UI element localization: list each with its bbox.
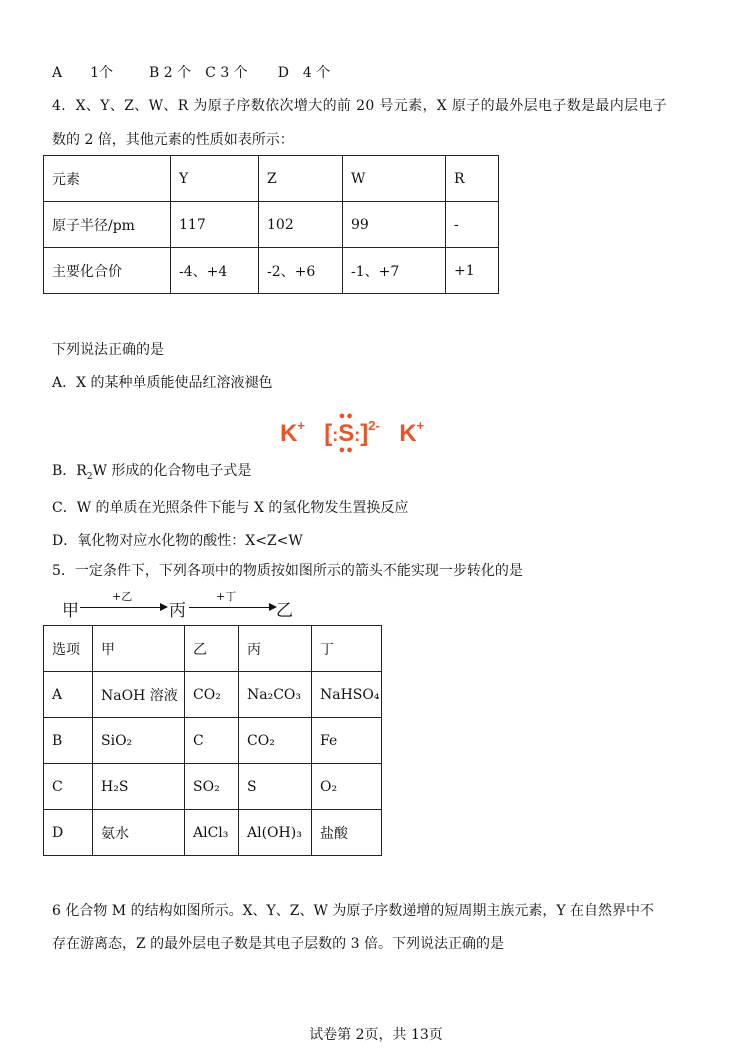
electron-dots-top: ●● bbox=[338, 410, 354, 422]
table-cell: 氨水 bbox=[93, 810, 185, 856]
option-b: B 2 个 bbox=[149, 65, 192, 81]
option-b-subscript: 2 bbox=[86, 471, 93, 482]
table-row bbox=[44, 672, 382, 718]
arrow-2-label: +丁 bbox=[216, 590, 237, 603]
electron-formula bbox=[280, 410, 425, 456]
table-cell: C bbox=[185, 718, 239, 764]
table-cell: B bbox=[44, 718, 93, 764]
q4-stem-line2: 数的 2 倍，其他元素的性质如表所示： bbox=[52, 132, 294, 148]
formula-left-bracket: [ bbox=[324, 420, 333, 447]
q4-stem-line1: 4．X、Y、Z、W、R 为原子序数依次增大的前 20 号元素，X 原子的最外层电子数是最内层电子 bbox=[52, 98, 668, 114]
table-cell: 原子半径/pm bbox=[44, 202, 171, 248]
option-a-letter: A bbox=[52, 65, 63, 81]
table-cell: C bbox=[44, 764, 93, 810]
table-cell: +1 bbox=[446, 248, 499, 294]
formula-colon-left: : bbox=[332, 425, 339, 445]
table-header-cell: Z bbox=[259, 156, 343, 202]
table-header-cell: 元素 bbox=[44, 156, 171, 202]
formula-sulfur bbox=[338, 410, 355, 456]
table-row bbox=[44, 810, 382, 856]
q4-prompt: 下列说法正确的是 bbox=[52, 342, 164, 358]
top-options bbox=[52, 62, 330, 82]
formula-s-charge: 2- bbox=[368, 418, 380, 433]
table-cell: Al(OH)₃ bbox=[239, 810, 312, 856]
formula-right-bracket: ] bbox=[360, 420, 369, 447]
table-cell: Na₂CO₃ bbox=[239, 672, 312, 718]
option-b-prefix: B．R bbox=[52, 463, 87, 479]
table-row bbox=[44, 764, 382, 810]
table-header-cell: 丁 bbox=[312, 626, 382, 672]
scheme-yi: 乙 bbox=[276, 601, 293, 621]
arrow-2-line bbox=[189, 607, 269, 608]
table-row bbox=[44, 248, 499, 294]
table-cell: NaHSO₄ bbox=[312, 672, 382, 718]
table-cell: Fe bbox=[312, 718, 382, 764]
formula-k2: K bbox=[399, 420, 417, 447]
q4-option-b bbox=[52, 460, 251, 482]
table-header-cell: R bbox=[446, 156, 499, 202]
table-cell: CO₂ bbox=[185, 672, 239, 718]
page-footer: 试卷第 2页，共 13页 bbox=[309, 1027, 443, 1043]
q4-option-c: C．W 的单质在光照条件下能与 X 的氢化物发生置换反应 bbox=[52, 500, 409, 516]
table-cell: 99 bbox=[343, 202, 446, 248]
formula-s: S bbox=[338, 420, 355, 447]
table-header-cell: 丙 bbox=[239, 626, 312, 672]
table-cell: 主要化合价 bbox=[44, 248, 171, 294]
table-header-cell: 乙 bbox=[185, 626, 239, 672]
option-a-text: 1个 bbox=[90, 65, 114, 81]
q4-option-d: D．氧化物对应水化物的酸性：X<Z<W bbox=[52, 533, 303, 549]
table-cell: S bbox=[239, 764, 312, 810]
arrow-1-label: +乙 bbox=[112, 590, 133, 603]
table-cell: NaOH 溶液 bbox=[93, 672, 185, 718]
option-d-letter: D bbox=[277, 65, 289, 81]
option-b-suffix: W 形成的化合物电子式是 bbox=[92, 463, 252, 479]
formula-colon-right: : bbox=[354, 425, 361, 445]
table-header-cell: Y bbox=[171, 156, 259, 202]
q5-options-table bbox=[43, 625, 382, 856]
table-row bbox=[44, 718, 382, 764]
table-cell: AlCl₃ bbox=[185, 810, 239, 856]
table-cell: -2、+6 bbox=[259, 248, 343, 294]
q6-line2: 存在游离态，Z 的最外层电子数是其电子层数的 3 倍。下列说法正确的是 bbox=[52, 936, 504, 952]
q4-option-a: A．X 的某种单质能使品红溶液褪色 bbox=[52, 375, 273, 391]
table-cell: D bbox=[44, 810, 93, 856]
table-cell: SiO₂ bbox=[93, 718, 185, 764]
table-cell: - bbox=[446, 202, 499, 248]
table-cell: CO₂ bbox=[239, 718, 312, 764]
option-d-text: 4 个 bbox=[302, 65, 331, 81]
formula-k1: K bbox=[280, 420, 298, 447]
table-cell: -1、+7 bbox=[343, 248, 446, 294]
table-cell: 盐酸 bbox=[312, 810, 382, 856]
table-cell: 102 bbox=[259, 202, 343, 248]
scheme-jia: 甲 bbox=[62, 601, 79, 621]
table-row bbox=[44, 202, 499, 248]
arrow-1-head bbox=[160, 603, 168, 611]
option-c: C 3 个 bbox=[205, 65, 248, 81]
formula-k2-charge: + bbox=[416, 418, 425, 433]
table-cell: A bbox=[44, 672, 93, 718]
arrow-1-line bbox=[80, 607, 160, 608]
q5-stem: 5．一定条件下，下列各项中的物质按如图所示的箭头不能实现一步转化的是 bbox=[52, 563, 523, 579]
table-header-row bbox=[44, 156, 499, 202]
formula-k1-charge: + bbox=[297, 418, 305, 433]
table-header-cell: 选项 bbox=[44, 626, 93, 672]
table-header-cell: 甲 bbox=[93, 626, 185, 672]
table-header-cell: W bbox=[343, 156, 446, 202]
table-cell: H₂S bbox=[93, 764, 185, 810]
q4-element-table bbox=[43, 155, 499, 294]
table-cell: O₂ bbox=[312, 764, 382, 810]
q6-line1: 6 化合物 M 的结构如图所示。X、Y、Z、W 为原子序数递增的短周期主族元素，Y 在自然界中不 bbox=[52, 903, 655, 919]
table-header-row bbox=[44, 626, 382, 672]
table-cell: 117 bbox=[171, 202, 259, 248]
scheme-bing: 丙 bbox=[169, 601, 186, 621]
electron-dots-bottom: ●● bbox=[338, 444, 354, 456]
table-cell: SO₂ bbox=[185, 764, 239, 810]
table-cell: -4、+4 bbox=[171, 248, 259, 294]
